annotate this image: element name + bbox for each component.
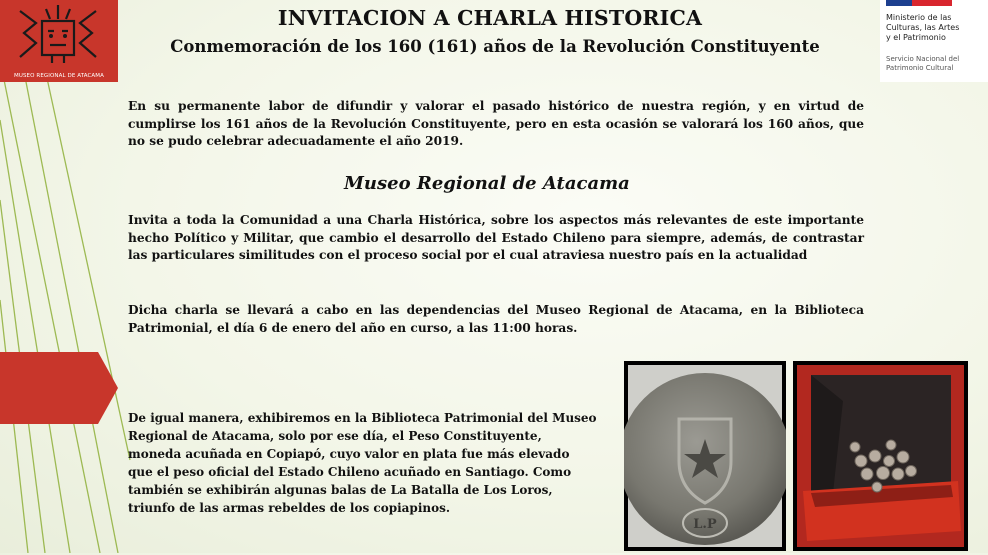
intro-paragraph: En su permanente labor de difundir y valorar el pasado histórico de nuestra región, y en virtud de cumplirse los 161 años de la Revolución Constituyente, pero en esta ocasión se valorará los 160 años, que no se pudo celebrar adecuadamente el año 2019.	[128, 99, 864, 148]
coin-stamp-text: L.P	[693, 517, 717, 532]
musket-balls-photo	[793, 361, 968, 551]
page-subtitle: Conmemoración de los 160 (161) años de la Revolución Constituyente	[170, 37, 820, 56]
page-title: INVITACION A CHARLA HISTORICA	[277, 6, 703, 30]
coin-photo	[624, 361, 786, 551]
flag-red-bar	[912, 0, 952, 6]
ministry-logo	[880, 0, 988, 82]
museum-heading: Museo Regional de Atacama	[344, 173, 630, 194]
exhibition-paragraph: De igual manera, exhibiremos en la Biblioteca Patrimonial del Museo Regional de Atacama, solo por ese día, el Peso Constituyente, moneda acuñada en Copiapó, cuyo valor en plata fue más elevado que el peso oficial del Estado Chileno acuñado en Santiago. Como también se exhibirán algunas balas de La Batalla de Los Loros, triunfo de las armas rebeldes de los copiapinos.	[128, 411, 597, 515]
red-arrow-tab	[0, 352, 118, 424]
flag-blue-bar	[886, 0, 912, 6]
decorative-lines	[0, 0, 140, 553]
museum-emblem-icon	[14, 3, 102, 65]
museum-logo-caption: MUSEO REGIONAL DE ATACAMA	[13, 73, 105, 79]
ministry-name: Ministerio de las Culturas, las Artes y el Patrimonio	[886, 13, 960, 42]
museum-logo	[0, 0, 118, 82]
event-details-paragraph: Dicha charla se llevará a cabo en las dependencias del Museo Regional de Atacama, en la Biblioteca Patrimonial, el día 6 de enero del año en curso, a las 11:00 horas.	[128, 303, 864, 335]
service-name: Servicio Nacional del Patrimonio Cultural	[886, 55, 960, 72]
invitation-paragraph: Invita a toda la Comunidad a una Charla Histórica, sobre los aspectos más relevantes de este importante hecho Político y Militar, que cambio el desarrollo del Estado Chileno para siempre, además, de contrastar las particulares similitudes con el proceso social por el cual atraviesa nuestro país en la actualidad	[128, 213, 864, 262]
